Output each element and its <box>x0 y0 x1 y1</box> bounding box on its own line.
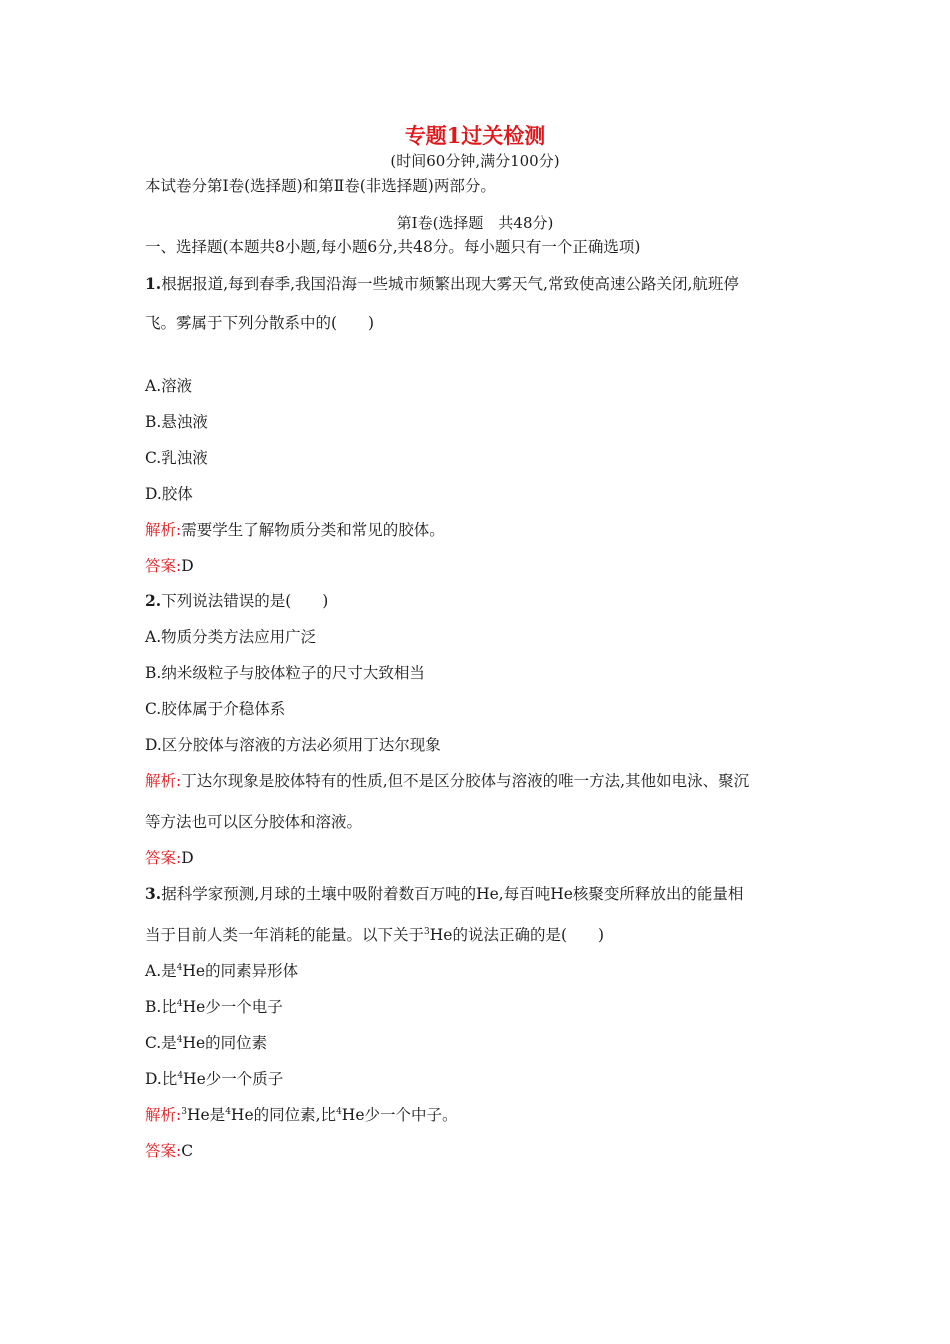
q1-stem-line2: 飞。雾属于下列分散系中的( ) <box>145 314 375 332</box>
option-text: 的同素异形体 <box>205 962 299 980</box>
intro-text: 本试卷分第Ⅰ卷(选择题)和第Ⅱ卷(非选择题)两部分。 <box>145 177 496 195</box>
element-symbol: He <box>182 1034 206 1052</box>
q1-option-c: C.乳浊液 <box>145 449 208 467</box>
mass-number: 4 <box>336 1107 342 1117</box>
element-symbol: He <box>429 926 453 944</box>
q2-option-c: C.胶体属于介稳体系 <box>145 700 286 718</box>
q3-analysis-text: 是 <box>209 1106 226 1124</box>
option-text: 少一个电子 <box>205 998 283 1016</box>
option-text: D.比 <box>145 1070 178 1088</box>
q3-number: 3. <box>145 884 162 903</box>
q3-answer <box>145 1141 193 1161</box>
q3-stem-text-pre: 当于目前人类一年消耗的能量。以下关于 <box>145 926 425 944</box>
mass-number: 4 <box>176 1035 183 1045</box>
q2-stem-text: 下列说法错误的是( ) <box>161 592 329 610</box>
analysis-label: 解析: <box>145 521 182 539</box>
q3-stem-line1 <box>145 884 743 904</box>
analysis-label: 解析: <box>145 1106 182 1124</box>
section-title: 一、选择题(本题共8小题,每小题6分,共48分。每小题只有一个正确选项) <box>145 238 641 256</box>
q3-stem-line2 <box>145 925 604 945</box>
page-subtitle: (时间60分钟,满分100分) <box>390 152 560 170</box>
q2-option-b: B.纳米级粒子与胶体粒子的尺寸大致相当 <box>145 664 425 682</box>
q3-analysis-text: 少一个中子。 <box>364 1106 458 1124</box>
mass-number: 4 <box>177 1071 184 1081</box>
q3-option-d <box>145 1069 283 1089</box>
mass-number: 4 <box>176 963 183 973</box>
element-symbol: He <box>186 1106 210 1124</box>
answer-label: 答案: <box>145 849 182 867</box>
q3-option-c <box>145 1033 267 1053</box>
q3-option-a <box>145 961 298 981</box>
q2-option-a: A.物质分类方法应用广泛 <box>145 628 317 646</box>
q3-analysis-text: 的同位素,比 <box>253 1106 337 1124</box>
mass-number: 4 <box>225 1107 231 1117</box>
q1-stem-text: 根据报道,每到春季,我国沿海一些城市频繁出现大雾天气,常致使高速公路关闭,航班停 <box>161 275 739 293</box>
part-title: 第Ⅰ卷(选择题 共48分) <box>396 214 554 232</box>
q2-number: 2. <box>145 591 162 610</box>
option-text: B.比 <box>145 998 177 1016</box>
answer-label: 答案: <box>145 557 182 575</box>
element-symbol: He <box>230 1106 254 1124</box>
mass-number: 3 <box>181 1107 187 1117</box>
q3-stem-text-post: 的说法正确的是( ) <box>452 926 605 944</box>
option-text: 的同位素 <box>205 1034 268 1052</box>
q2-analysis-line2: 等方法也可以区分胶体和溶液。 <box>145 813 363 831</box>
q1-number: 1. <box>145 274 162 293</box>
answer-label: 答案: <box>145 1142 182 1160</box>
q3-stem-text: 据科学家预测,月球的土壤中吸附着数百万吨的He,每百吨He核聚变所释放出的能量相 <box>161 885 744 903</box>
element-symbol: He <box>341 1106 365 1124</box>
page-title: 专题1过关检测 <box>404 123 546 148</box>
q2-option-d: D.区分胶体与溶液的方法必须用丁达尔现象 <box>145 736 441 754</box>
q2-stem <box>145 591 328 611</box>
q1-stem-line1 <box>145 274 739 294</box>
element-symbol: He <box>182 962 206 980</box>
q3-answer-value: C <box>181 1142 194 1160</box>
option-text: C.是 <box>145 1034 177 1052</box>
q2-analysis-line1 <box>145 771 749 791</box>
q1-option-a: A.溶液 <box>145 377 193 395</box>
option-text: 少一个质子 <box>205 1070 284 1088</box>
element-symbol: He <box>183 1070 206 1088</box>
q1-option-d: D.胶体 <box>145 485 193 503</box>
q1-answer-value: D <box>181 557 194 575</box>
mass-number: 3 <box>424 927 430 937</box>
option-text: A.是 <box>145 962 177 980</box>
q3-analysis <box>145 1105 458 1125</box>
q2-answer <box>145 848 194 868</box>
element-symbol: He <box>182 998 206 1016</box>
q1-analysis-text: 需要学生了解物质分类和常见的胶体。 <box>181 521 445 539</box>
q1-answer <box>145 556 194 576</box>
q3-option-b <box>145 997 283 1017</box>
analysis-label: 解析: <box>145 772 182 790</box>
mass-number: 4 <box>176 999 183 1009</box>
q2-analysis-text: 丁达尔现象是胶体特有的性质,但不是区分胶体与溶液的唯一方法,其他如电泳、聚沉 <box>181 772 750 790</box>
q1-option-b: B.悬浊液 <box>145 413 208 431</box>
q2-answer-value: D <box>181 849 194 867</box>
q1-analysis <box>145 520 445 540</box>
